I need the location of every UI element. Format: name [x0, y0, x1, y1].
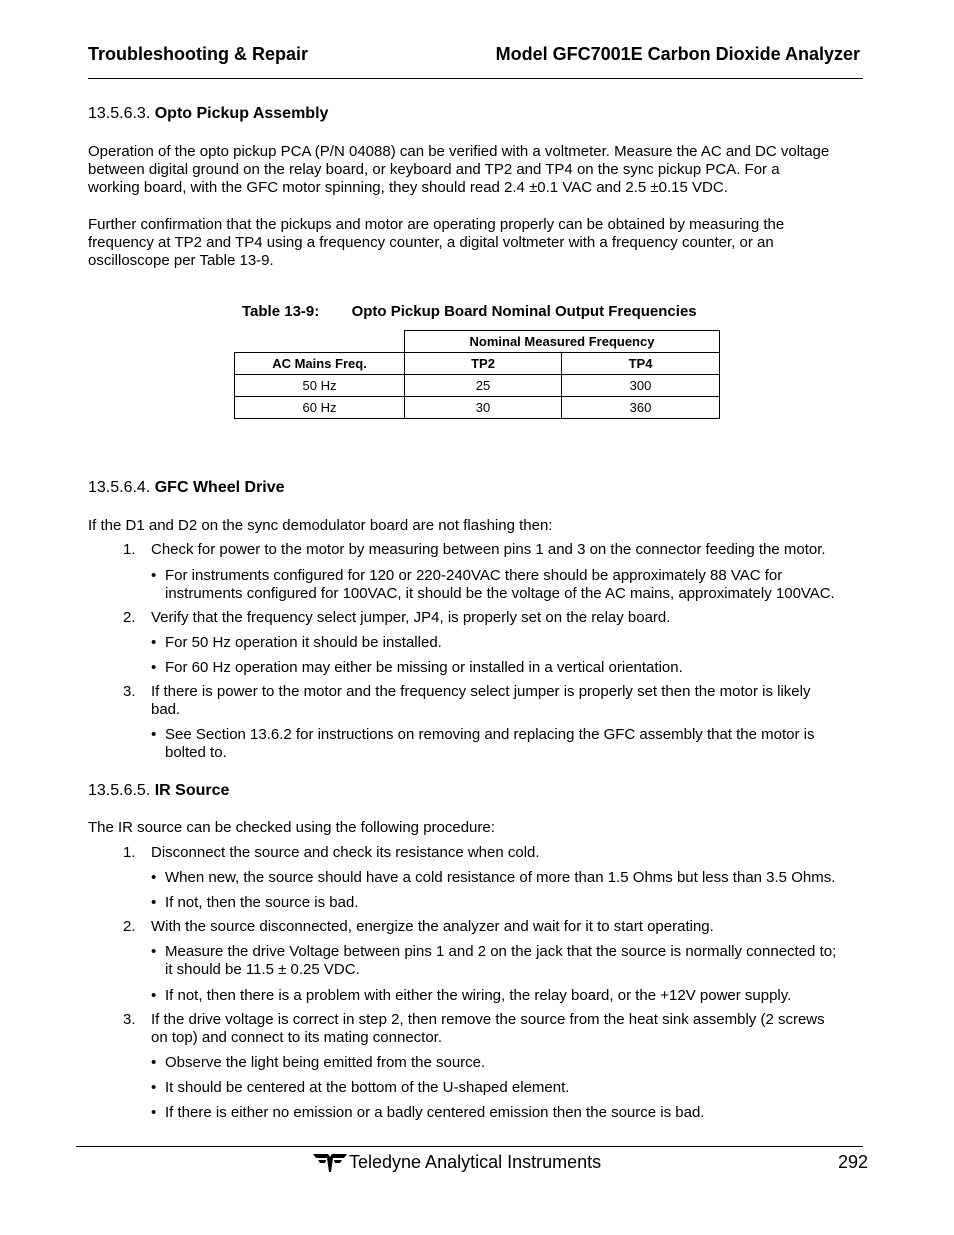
- step-text: [151, 609, 871, 627]
- text-line: For instruments configured for 120 or 220-240VAC there should be approximately 88 VAC for: [165, 567, 783, 584]
- text-line: on top) and connect to its mating connector.: [151, 1029, 443, 1046]
- text-line: It should be centered at the bottom of the U-shaped element.: [165, 1079, 570, 1096]
- bullet-icon: •: [151, 659, 157, 676]
- step-text: [151, 844, 871, 862]
- step-text: [151, 918, 871, 936]
- text-line: between digital ground on the relay board, or keyboard and TP2 and TP4 on the sync pickup PCA. For a: [88, 161, 780, 178]
- section-number: 13.5.6.5.: [88, 782, 151, 799]
- intro-text: If the D1 and D2 on the sync demodulator board are not flashing then:: [88, 517, 553, 534]
- text-line: bolted to.: [165, 744, 227, 761]
- intro-text: The IR source can be checked using the following procedure:: [88, 819, 495, 836]
- bullet-icon: •: [151, 1054, 157, 1071]
- table-cell: 300: [562, 375, 720, 397]
- footer-company: Teledyne Analytical Instruments: [349, 1152, 602, 1172]
- text-line: working board, with the GFC motor spinning, they should read 2.4 ±0.1 VAC and 2.5 ±0.15 VDC.: [88, 179, 728, 196]
- bullet-text: [165, 659, 875, 677]
- bullet-text: [165, 1079, 875, 1097]
- bullet-icon: •: [151, 726, 157, 743]
- text-line: For 60 Hz operation may either be missing or installed in a vertical orientation.: [165, 659, 683, 676]
- step-number: 2.: [123, 609, 136, 626]
- text-line: Disconnect the source and check its resistance when cold.: [151, 844, 540, 861]
- teledyne-logo-icon: [312, 1151, 348, 1173]
- section-title: Opto Pickup Assembly: [154, 105, 329, 122]
- text-line: bad.: [151, 701, 181, 718]
- bullet-icon: •: [151, 869, 157, 886]
- text-line: Check for power to the motor by measuring between pins 1 and 3 on the connector feeding the motor.: [151, 541, 826, 558]
- column-header: TP4: [562, 353, 720, 375]
- page-number: 292: [837, 1152, 868, 1172]
- paragraph-opto-frequency: [88, 216, 878, 270]
- text-line: Verify that the frequency select jumper, JP4, is properly set on the relay board.: [151, 609, 671, 626]
- step-text: [151, 683, 871, 719]
- header-section-title: Troubleshooting & Repair: [88, 44, 309, 64]
- bullet-icon: •: [151, 987, 157, 1004]
- bullet-icon: •: [151, 943, 157, 960]
- header-rule: [88, 78, 863, 79]
- text-line: Operation of the opto pickup PCA (P/N 04088) can be verified with a voltmeter. Measure the AC and DC voltage: [88, 143, 830, 160]
- footer-rule: [76, 1146, 863, 1147]
- table-cell: 50 Hz: [235, 375, 405, 397]
- text-line: frequency at TP2 and TP4 using a frequency counter, a digital voltmeter with a frequency counter, or an: [88, 234, 774, 251]
- text-line: When new, the source should have a cold resistance of more than 1.5 Ohms but less than 3.5 Ohms.: [165, 869, 836, 886]
- bullet-text: [165, 943, 875, 979]
- table-cell: 60 Hz: [235, 397, 405, 419]
- text-line: If there is power to the motor and the frequency select jumper is properly set then the motor is likely: [151, 683, 811, 700]
- table-caption: [242, 303, 697, 321]
- table-cell: 25: [405, 375, 562, 397]
- section-heading-gfc-wheel: [88, 478, 285, 498]
- step-number: 3.: [123, 1011, 136, 1028]
- bullet-text: [165, 1104, 875, 1122]
- bullet-icon: •: [151, 894, 157, 911]
- text-line: If the drive voltage is correct in step 2, then remove the source from the heat sink assembly (2 screws: [151, 1011, 825, 1028]
- table-row: [235, 375, 720, 397]
- text-line: Measure the drive Voltage between pins 1 and 2 on the jack that the source is normally connected to;: [165, 943, 837, 960]
- step-text: [151, 541, 871, 559]
- bullet-text: [165, 987, 875, 1005]
- section-title: IR Source: [154, 782, 230, 799]
- frequency-table: [234, 330, 720, 419]
- text-line: oscilloscope per Table 13-9.: [88, 252, 274, 269]
- bullet-text: [165, 726, 875, 762]
- table-group-header-row: [235, 331, 720, 353]
- step-number: 1.: [123, 541, 136, 558]
- text-line: If there is either no emission or a badly centered emission then the source is bad.: [165, 1104, 705, 1121]
- section-number: 13.5.6.3.: [88, 105, 151, 122]
- text-line: For 50 Hz operation it should be installed.: [165, 634, 442, 651]
- bullet-text: [165, 894, 875, 912]
- text-line: it should be 11.5 ± 0.25 VDC.: [165, 961, 360, 978]
- table-title: Opto Pickup Board Nominal Output Frequencies: [351, 303, 697, 320]
- bullet-text: [165, 567, 875, 603]
- step-number: 3.: [123, 683, 136, 700]
- text-line: Further confirmation that the pickups and motor are operating properly can be obtained by measuring the: [88, 216, 785, 233]
- bullet-text: [165, 634, 875, 652]
- step-text: [151, 1011, 871, 1047]
- bullet-text: [165, 1054, 875, 1072]
- column-header: TP2: [405, 353, 562, 375]
- table-cell: 30: [405, 397, 562, 419]
- text-line: Observe the light being emitted from the source.: [165, 1054, 486, 1071]
- section-heading-ir-source: [88, 781, 229, 801]
- paragraph-opto-voltage: [88, 143, 878, 197]
- text-line: instruments configured for 100VAC, it should be the voltage of the AC mains, approximately 100VAC.: [165, 585, 835, 602]
- section-title: GFC Wheel Drive: [154, 479, 285, 496]
- step-number: 2.: [123, 918, 136, 935]
- table-row: [235, 397, 720, 419]
- section-heading-opto-pickup: [88, 104, 328, 124]
- bullet-icon: •: [151, 634, 157, 651]
- bullet-icon: •: [151, 1104, 157, 1121]
- table-header-row: [235, 353, 720, 375]
- step-number: 1.: [123, 844, 136, 861]
- bullet-icon: •: [151, 1079, 157, 1096]
- table-cell: 360: [562, 397, 720, 419]
- text-line: If not, then there is a problem with either the wiring, the relay board, or the +12V power supply.: [165, 987, 792, 1004]
- bullet-text: [165, 869, 875, 887]
- bullet-icon: •: [151, 567, 157, 584]
- column-header: AC Mains Freq.: [235, 353, 405, 375]
- group-header-cell: Nominal Measured Frequency: [405, 331, 720, 353]
- text-line: With the source disconnected, energize the analyzer and wait for it to start operating.: [151, 918, 714, 935]
- table-label: Table 13-9:: [242, 303, 320, 320]
- header-model-title: Model GFC7001E Carbon Dioxide Analyzer: [495, 44, 860, 64]
- text-line: See Section 13.6.2 for instructions on removing and replacing the GFC assembly that the motor is: [165, 726, 815, 743]
- section-number: 13.5.6.4.: [88, 479, 151, 496]
- text-line: If not, then the source is bad.: [165, 894, 359, 911]
